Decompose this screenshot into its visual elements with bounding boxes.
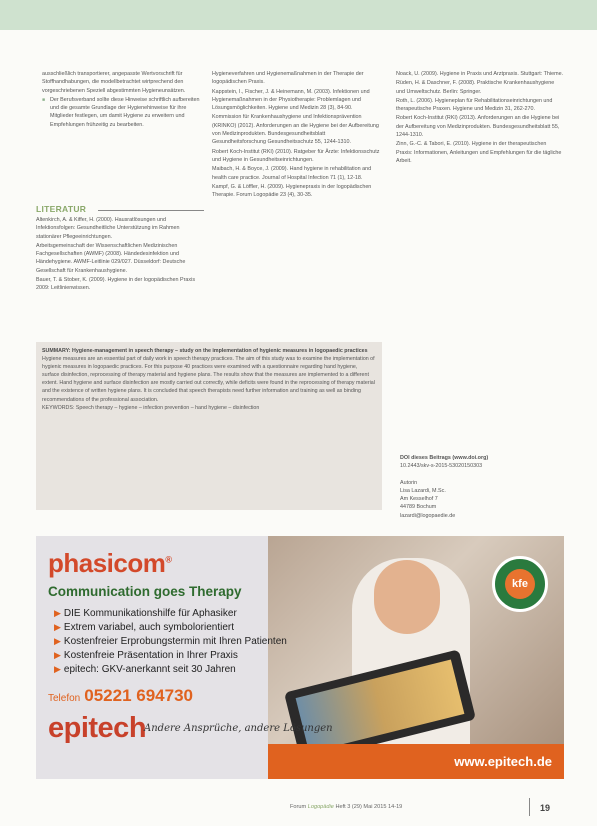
doi-label: DOI dieses Beitrags (www.doi.org): [400, 455, 489, 461]
advertisement-phasicom[interactable]: [36, 536, 564, 779]
epitech-logo: epitech: [48, 712, 147, 744]
column-top-left-text: [42, 70, 202, 130]
author-line: 44789 Bochum: [400, 504, 437, 511]
feature-text: Kostenfreie Präsentation in Ihrer Praxis: [63, 650, 238, 661]
reference-entry: Altenkirch, A. & Kiffer, H. (2000). Hausratlösungen und Infektionsfolgen: Gesundheitliche Unterstützung im Rahmen stationärer Pflegeeinrichtungen.: [36, 217, 180, 240]
reference-entry: Arbeitsgemeinschaft der Wissenschaftlichen Medizinischen Fachgesellschaften (AWMF) (2008). Händedesinfektion und Händehygiene. AWMF-Leitlinie 029/027. Düsseldorf: Deutsche Gesellschaft für Krankenhaushygiene.: [36, 242, 186, 274]
arrow-right-icon: ▶: [54, 650, 61, 660]
feature-text: epitech: GKV-anerkannt seit 30 Jahren: [63, 664, 236, 675]
references-middle-column: [212, 70, 380, 200]
reference-entry: Kampf, G. & Löffler, H. (2009). Hygienepraxis in der logopädischen Therapie. Forum Logopädie 23 (4), 30-35.: [212, 183, 372, 199]
reference-entry: Noack, U. (2009). Hygiene in Praxis und Arztpraxis. Stuttgart: Thieme.: [396, 71, 564, 77]
author-label: Autorin: [400, 479, 418, 486]
reference-entry: Roth, L. (2006). Hygieneplan für Rehabilitationseinrichtungen und therapeutische Praxen. Hygiene und Medizin 31, 262-270.: [396, 97, 553, 113]
doi-value[interactable]: 10.2443/skv-s-2015-53020150303: [400, 463, 483, 470]
summary-title: SUMMARY: Hygiene-management in speech therapy – study on the implementation of hygienic measures in logopaedic practices: [42, 348, 368, 354]
ad-photo: [268, 536, 564, 779]
references-left-column: [36, 216, 204, 294]
footer-journal: Logopädie: [307, 804, 334, 810]
feature-item: [54, 622, 234, 633]
epitech-tagline: Andere Ansprüche, andere Lösungen: [144, 723, 333, 734]
feature-item: [54, 650, 238, 661]
footer-issue: Heft 3 (29) Mai 2015 14-19: [335, 804, 403, 810]
paragraph: ausschließlich transportierer, angepasste Wertvorschrift für Stoffhandhabungen, die modellbetrachtet wirtprechend den vorgeschriebenen Speziell abgestimmten Hygieneunsätzen.: [42, 71, 186, 94]
reference-entry: Rüden, H. & Daschner, F. (2008). Praktische Krankenhaushygiene und Umweltschutz. Berlin: Springer.: [396, 80, 555, 95]
ad-website-link[interactable]: www.epitech.de: [454, 754, 552, 769]
references-right-column: [396, 70, 564, 166]
bullet-paragraph: ■ Der Berufsverband sollte diese Hinweise schriftlich aufbereiten und die gesamte Grundlage der Hygienehinweise für ihre Mitglieder festlegen, um damit Hygiene zu erweitern und Empfehlungen frühzeitig zu bearbeiten.: [42, 96, 202, 129]
reference-entry: Robert Koch-Institut (RKI) (2013). Anforderungen an die Hygiene bei der Aufbereitung von Medizinprodukten. Bundesgesundheitsblatt 55, 1244-1310.: [396, 115, 560, 139]
reference-entry: Kappstein, I., Fischer, J. & Heinemann, M. (2003). Infektionen und Hygienemaßnahmen in der Physiotherapie: Problemlagen und Lösungsmöglichkeiten. Hygiene und Medizin 28 (3), 84-90.: [212, 88, 370, 112]
arrow-right-icon: ▶: [54, 664, 61, 674]
seal-label: kfe: [505, 569, 535, 599]
author-line[interactable]: lazardi@logopaedie.de: [400, 512, 456, 519]
phone-number[interactable]: 05221 694730: [84, 686, 193, 705]
literature-heading: LITERATUR: [36, 204, 204, 214]
feature-text: Extrem variabel, auch symbolorientiert: [63, 622, 234, 633]
feature-item: [54, 664, 236, 675]
feature-item: [54, 636, 287, 647]
reference-entry: Robert Koch-Institut (RKI) (2010). Ratgeber für Ärzte: Infektionsschutz und Hygiene in Gesundheitseinrichtungen.: [212, 148, 380, 163]
ad-url-bar: [268, 744, 564, 779]
reference-entry: Maibach, H. & Boyce, J. (2009). Hand hygiene in rehabilitation and health care practice. Journal of Hospital Infection 71 (1), 12-18.: [212, 166, 372, 181]
page-footer: [290, 804, 566, 810]
reference-entry: Zinn, G.-C. & Tabori, E. (2010). Hygiene in der therapeutischen Praxis: Informationen, Anleitungen und Empfehlungen für die tägliche Arbeit.: [396, 141, 562, 164]
doi-block: [400, 454, 560, 520]
phasicom-logo: [48, 548, 172, 579]
reference-entry: Bauer, T. & Stober, K. (2009). Hygiene in der logopädischen Praxis 2009: Leitlinienwissen.: [36, 277, 196, 292]
reference-entry: Kommission für Krankenhaushygiene und Infektionsprävention (KRINKO) (2012). Anforderungen an die Hygiene bei der Aufbereitung von Medizinprodukten. Bundesgesundheitsblatt Gesundheitsforschung Gesundheitsschutz 55, 1244-1310.: [212, 114, 379, 146]
arrow-right-icon: ▶: [54, 622, 61, 632]
registered-mark: ®: [165, 554, 172, 565]
author-address: [400, 487, 560, 520]
feature-text: DIE Kommunikationshilfe für Aphasiker: [63, 608, 237, 619]
page-number: 19: [540, 803, 551, 813]
author-line: Am Kesselhof 7: [400, 496, 438, 503]
phone-label: Telefon: [48, 693, 81, 704]
author-line: Lisa Lazardi, M.Sc.: [400, 487, 446, 494]
arrow-right-icon: ▶: [54, 608, 61, 618]
summary-keywords: KEYWORDS: Speech therapy – hygiene – infection prevention – hand hygiene – disinfection: [42, 404, 260, 411]
footer-divider: [529, 798, 530, 816]
feature-text: Kostenfreier Erprobungstermin mit Ihren Patienten: [63, 636, 287, 647]
summary-box: [36, 342, 382, 510]
ad-phone: [48, 686, 193, 706]
ad-slogan: Communication goes Therapy: [48, 584, 242, 599]
brand-name: phasicom: [48, 548, 166, 578]
ad-person-face: [374, 560, 440, 634]
footer-prefix: Forum: [290, 804, 307, 810]
reference-entry: Hygieneverfahren und Hygienemaßnahmen in der Therapie der logopädischen Praxis.: [212, 71, 364, 86]
summary-body: Hygiene measures are an essential part of daily work in speech therapy practices. The aim of this study was to examine the implementation of hygienic measures in logopaedic practices. For this purpose 40 practices were examined with a questionnaire regarding hand hygiene, surface disinfection, reprocessing of therapy material and hygiene plans. The results show that the measures are implemented to a different extent. Hand hygiene and surface disinfection are mostly carried out correctly, while deficits were found in the reprocessing of therapy material and the existence of written hygiene plans. It is concluded that speech therapists need further information and training as well as binding recommendations of the professional association.: [42, 356, 375, 403]
arrow-right-icon: ▶: [54, 636, 61, 646]
kfe-seal-icon: [492, 556, 548, 612]
feature-item: [54, 608, 237, 619]
header-color-band: [0, 0, 597, 30]
